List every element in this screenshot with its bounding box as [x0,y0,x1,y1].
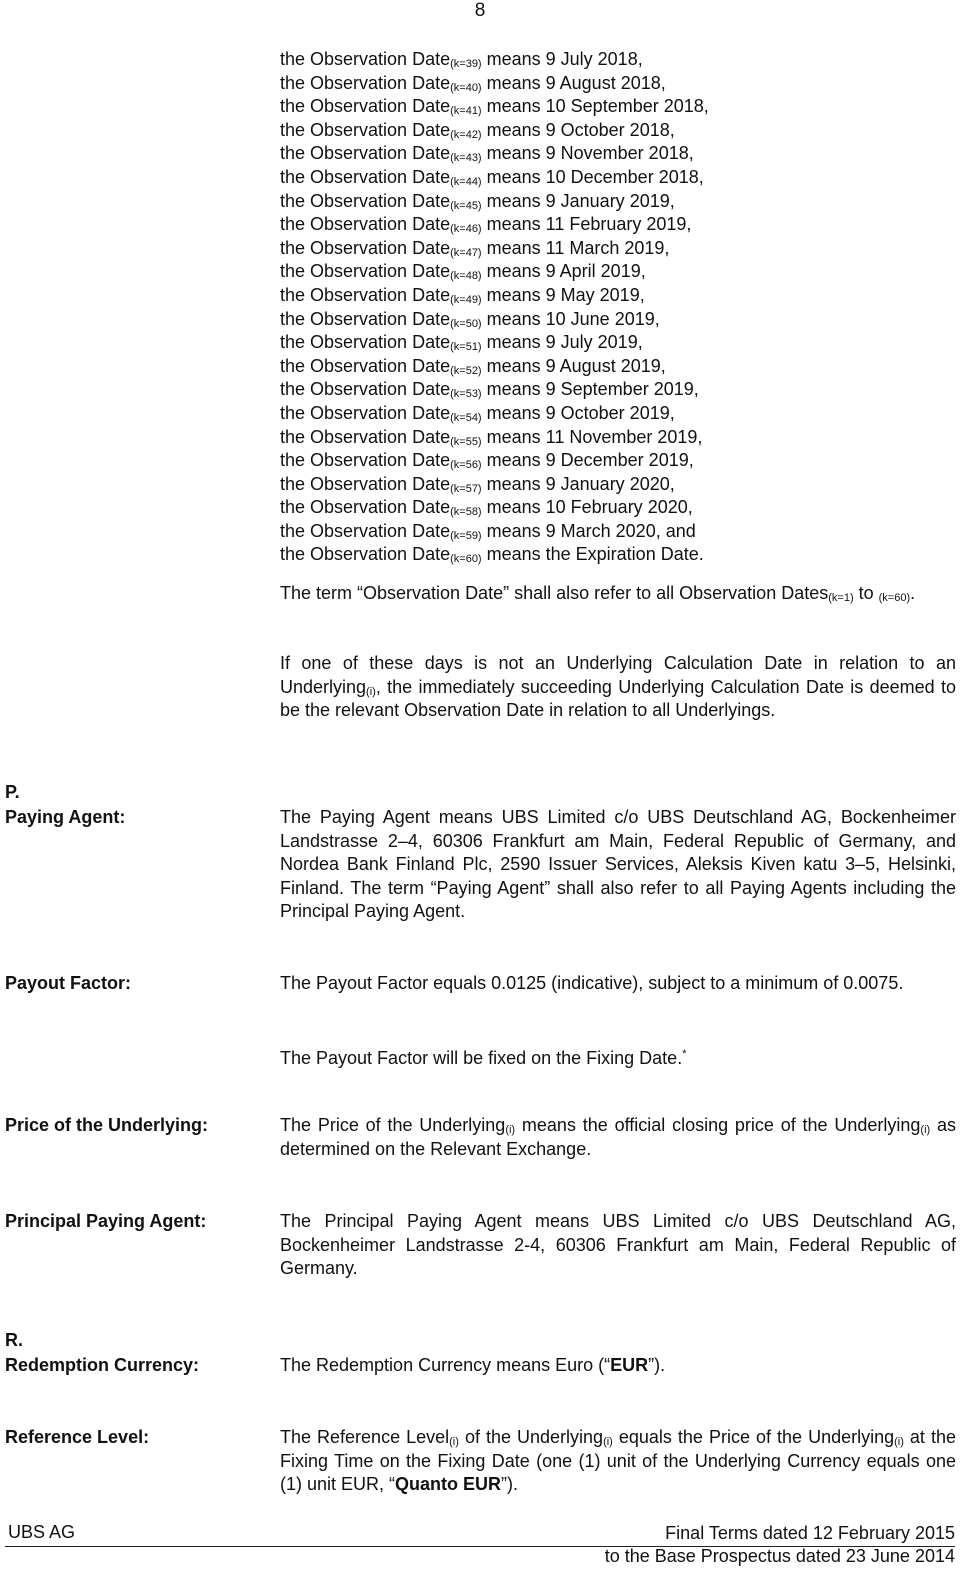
observation-date-prefix: the Observation Date [280,450,451,471]
observation-date-value: means 9 July 2018, [481,49,643,69]
observation-date-line [280,426,960,450]
observation-date-prefix: the Observation Date [280,520,451,541]
observation-date-index: (k=42) [450,128,482,141]
observation-date-value: means 9 August 2018, [481,72,666,93]
observation-date-value: means 9 September 2019, [481,379,699,400]
observation-date-prefix: the Observation Date [280,379,451,400]
bold-term: Quanto EUR [395,1474,502,1495]
reference-level-definition [280,1426,956,1497]
observation-date-line [280,213,960,237]
observation-date-index: (k=59) [450,529,482,542]
observation-date-prefix: the Observation Date [280,332,451,353]
redemption-currency-label: Redemption Currency: [5,1355,200,1375]
observation-date-line [280,331,960,355]
principal-paying-agent-definition: The Principal Paying Agent means UBS Limited c/o UBS Deutschland AG, Bockenheimer Landstrasse 2-4, 60306 Frankfurt am Main, Federal Republic of Germany. [280,1211,956,1279]
observation-date-index: (k=46) [450,223,482,236]
paragraph-text: of the Underlying [458,1427,604,1447]
observation-date-line [280,142,960,166]
paying-agent-label: Paying Agent: [5,807,126,827]
observation-date-prefix: the Observation Date [280,497,451,518]
payout-factor-fixing-note [280,1043,956,1071]
observation-date-prefix: the Observation Date [280,355,451,376]
paragraph-text: ”). [648,1355,666,1375]
observation-date-prefix: the Observation Date [280,72,451,93]
price-of-underlying-label: Price of the Underlying: [5,1115,209,1135]
page-number: 8 [474,0,486,21]
observation-date-line [280,355,960,379]
observation-date-index: (k=45) [450,199,482,212]
paragraph-text: means the official closing price of the Underlying [515,1115,921,1135]
paragraph-text: The term “Observation Date” shall also refer to all Observation Dates [280,583,829,603]
observation-date-value: means the Expiration Date. [481,544,704,565]
subscript: (i) [603,1436,613,1448]
subscript: (i) [920,1124,931,1136]
observation-date-value: means 11 November 2019, [481,426,703,447]
observation-date-index: (k=40) [450,81,482,94]
observation-date-index: (k=55) [450,435,482,448]
observation-date-line [280,449,960,473]
section-heading-r: R. [5,1330,23,1350]
footer-base-prospectus: to the Base Prospectus dated 23 June 2014 [604,1546,955,1566]
subscript: (k=1) [828,592,854,604]
observation-date-line [280,48,960,72]
observation-date-index: (k=53) [450,388,482,401]
observation-date-index: (k=41) [450,105,482,118]
footer-issuer: UBS AG [8,1522,76,1542]
observation-date-index: (k=56) [450,459,482,472]
paragraph-text: The Payout Factor will be fixed on the Fixing Date. [280,1048,683,1068]
observation-date-value: means 9 March 2020, and [481,520,696,541]
observation-date-index: (k=54) [450,411,482,424]
observation-date-prefix: the Observation Date [280,166,451,187]
observation-date-prefix: the Observation Date [280,402,451,423]
observation-date-value: means 9 October 2018, [481,119,675,140]
observation-date-line [280,473,960,497]
observation-date-value: means 9 November 2018, [481,143,694,164]
observation-date-line [280,543,960,567]
observation-date-index: (k=52) [450,364,482,377]
observation-date-prefix: the Observation Date [280,544,451,565]
paragraph-text: to [853,583,879,603]
observation-date-prefix: the Observation Date [280,237,451,258]
observation-date-value: means 11 February 2019, [481,214,692,235]
observation-date-value: means 10 December 2018, [481,166,704,187]
observation-date-line [280,378,960,402]
observation-date-prefix: the Observation Date [280,49,451,69]
observation-date-value: means 11 March 2019, [481,237,670,258]
observation-date-line [280,119,960,143]
paragraph-text: at the Fixing Time on the Fixing Date (one (1) unit of the Underlying Currency equals one (1) unit EUR, “ [280,1427,956,1495]
observation-date-prefix: the Observation Date [280,473,451,494]
section-heading-p: P. [5,782,20,802]
paragraph-text: If one of these days is not an Underlying Calculation Date in relation to an Underlying [280,653,956,697]
paragraph-text: as determined on the Relevant Exchange. [280,1115,957,1159]
observation-date-value: means 9 May 2019, [481,284,645,305]
bold-term: EUR [610,1355,649,1375]
observation-date-prefix: the Observation Date [280,143,451,164]
paragraph-text: ”). [501,1474,519,1495]
observation-date-index: (k=58) [450,506,482,519]
observation-date-index: (k=43) [450,152,482,165]
observation-date-line [280,190,960,214]
principal-paying-agent-label: Principal Paying Agent: [5,1211,207,1231]
observation-date-index: (k=47) [450,246,482,259]
observation-date-index: (k=51) [450,341,482,354]
observation-date-value: means 9 January 2019, [481,190,675,211]
subscript: (i) [449,1436,459,1448]
observation-date-prefix: the Observation Date [280,308,451,329]
observation-date-prefix: the Observation Date [280,190,451,211]
observation-date-index: (k=50) [450,317,482,330]
subscript: (i) [505,1124,516,1136]
observation-date-value: means 9 April 2019, [481,261,646,282]
observation-date-value: means 9 August 2019, [481,355,666,376]
observation-date-index: (k=39) [450,58,482,70]
paragraph-text: The Reference Level [280,1427,450,1447]
observation-date-index: (k=60) [450,553,482,566]
observation-date-prefix: the Observation Date [280,96,451,117]
paragraph-text: The Redemption Currency means Euro (“ [280,1355,611,1375]
observation-date-prefix: the Observation Date [280,119,451,140]
observation-date-line [280,402,960,426]
observation-date-index: (k=44) [450,175,482,188]
observation-date-line [280,308,960,332]
observation-rule-paragraph [280,652,956,723]
paragraph-text: , the immediately succeeding Underlying Calculation Date is deemed to be the relevant Observation Date in relation to all Underlyings. [280,676,956,721]
observation-date-line [280,72,960,96]
observation-date-value: means 9 October 2019, [481,402,675,423]
observation-date-value: means 9 January 2020, [481,473,675,494]
observation-date-value: means 9 July 2019, [481,332,643,353]
observation-date-prefix: the Observation Date [280,214,451,235]
observation-date-line [280,260,960,284]
footer-final-terms: Final Terms dated 12 February 2015 [665,1523,955,1543]
observation-date-index: (k=48) [450,270,482,283]
observation-date-prefix: the Observation Date [280,426,451,447]
footer-document-info [605,1522,955,1568]
subscript: (i) [894,1436,904,1448]
paragraph-text: The Price of the Underlying [280,1115,506,1135]
payout-factor-definition: The Payout Factor equals 0.0125 (indicative), subject to a minimum of 0.0075. [280,973,904,993]
paying-agent-definition: The Paying Agent means UBS Limited c/o UBS Deutschland AG, Bockenheimer Landstrasse 2–4, 60306 Frankfurt am Main, Federal Republic of Germany, and Nordea Bank Finland Plc, 2590 Issuer Services, Aleksis Kiven katu 3–5, Helsinki, Finland. The term “Paying Agent” shall also refer to all Paying Agents including the Principal Paying Agent. [280,807,956,922]
observation-date-index: (k=57) [450,482,482,495]
footnote-mark: * [682,1048,687,1060]
observation-date-line [280,520,960,544]
observation-date-prefix: the Observation Date [280,284,451,305]
payout-factor-label: Payout Factor: [5,973,132,993]
observation-date-line [280,166,960,190]
subscript: (k=60) [878,592,911,604]
observation-date-value: means 10 September 2018, [481,96,709,117]
observation-term-paragraph [280,582,956,606]
observation-date-prefix: the Observation Date [280,261,451,282]
observation-date-line [280,284,960,308]
paragraph-text: equals the Price of the Underlying [612,1427,895,1447]
observation-date-value: means 10 February 2020, [481,497,693,518]
reference-level-label: Reference Level: [5,1427,150,1447]
observation-date-value: means 10 June 2019, [481,308,660,329]
observation-date-value: means 9 December 2019, [481,450,694,471]
redemption-currency-definition [280,1354,956,1378]
observation-date-line [280,496,960,520]
subscript: (i) [366,685,376,698]
observation-dates-list [280,48,960,567]
price-of-underlying-definition [280,1114,956,1161]
observation-date-line [280,237,960,261]
observation-date-line [280,95,960,119]
paragraph-text: . [910,583,916,603]
observation-date-index: (k=49) [450,293,482,306]
